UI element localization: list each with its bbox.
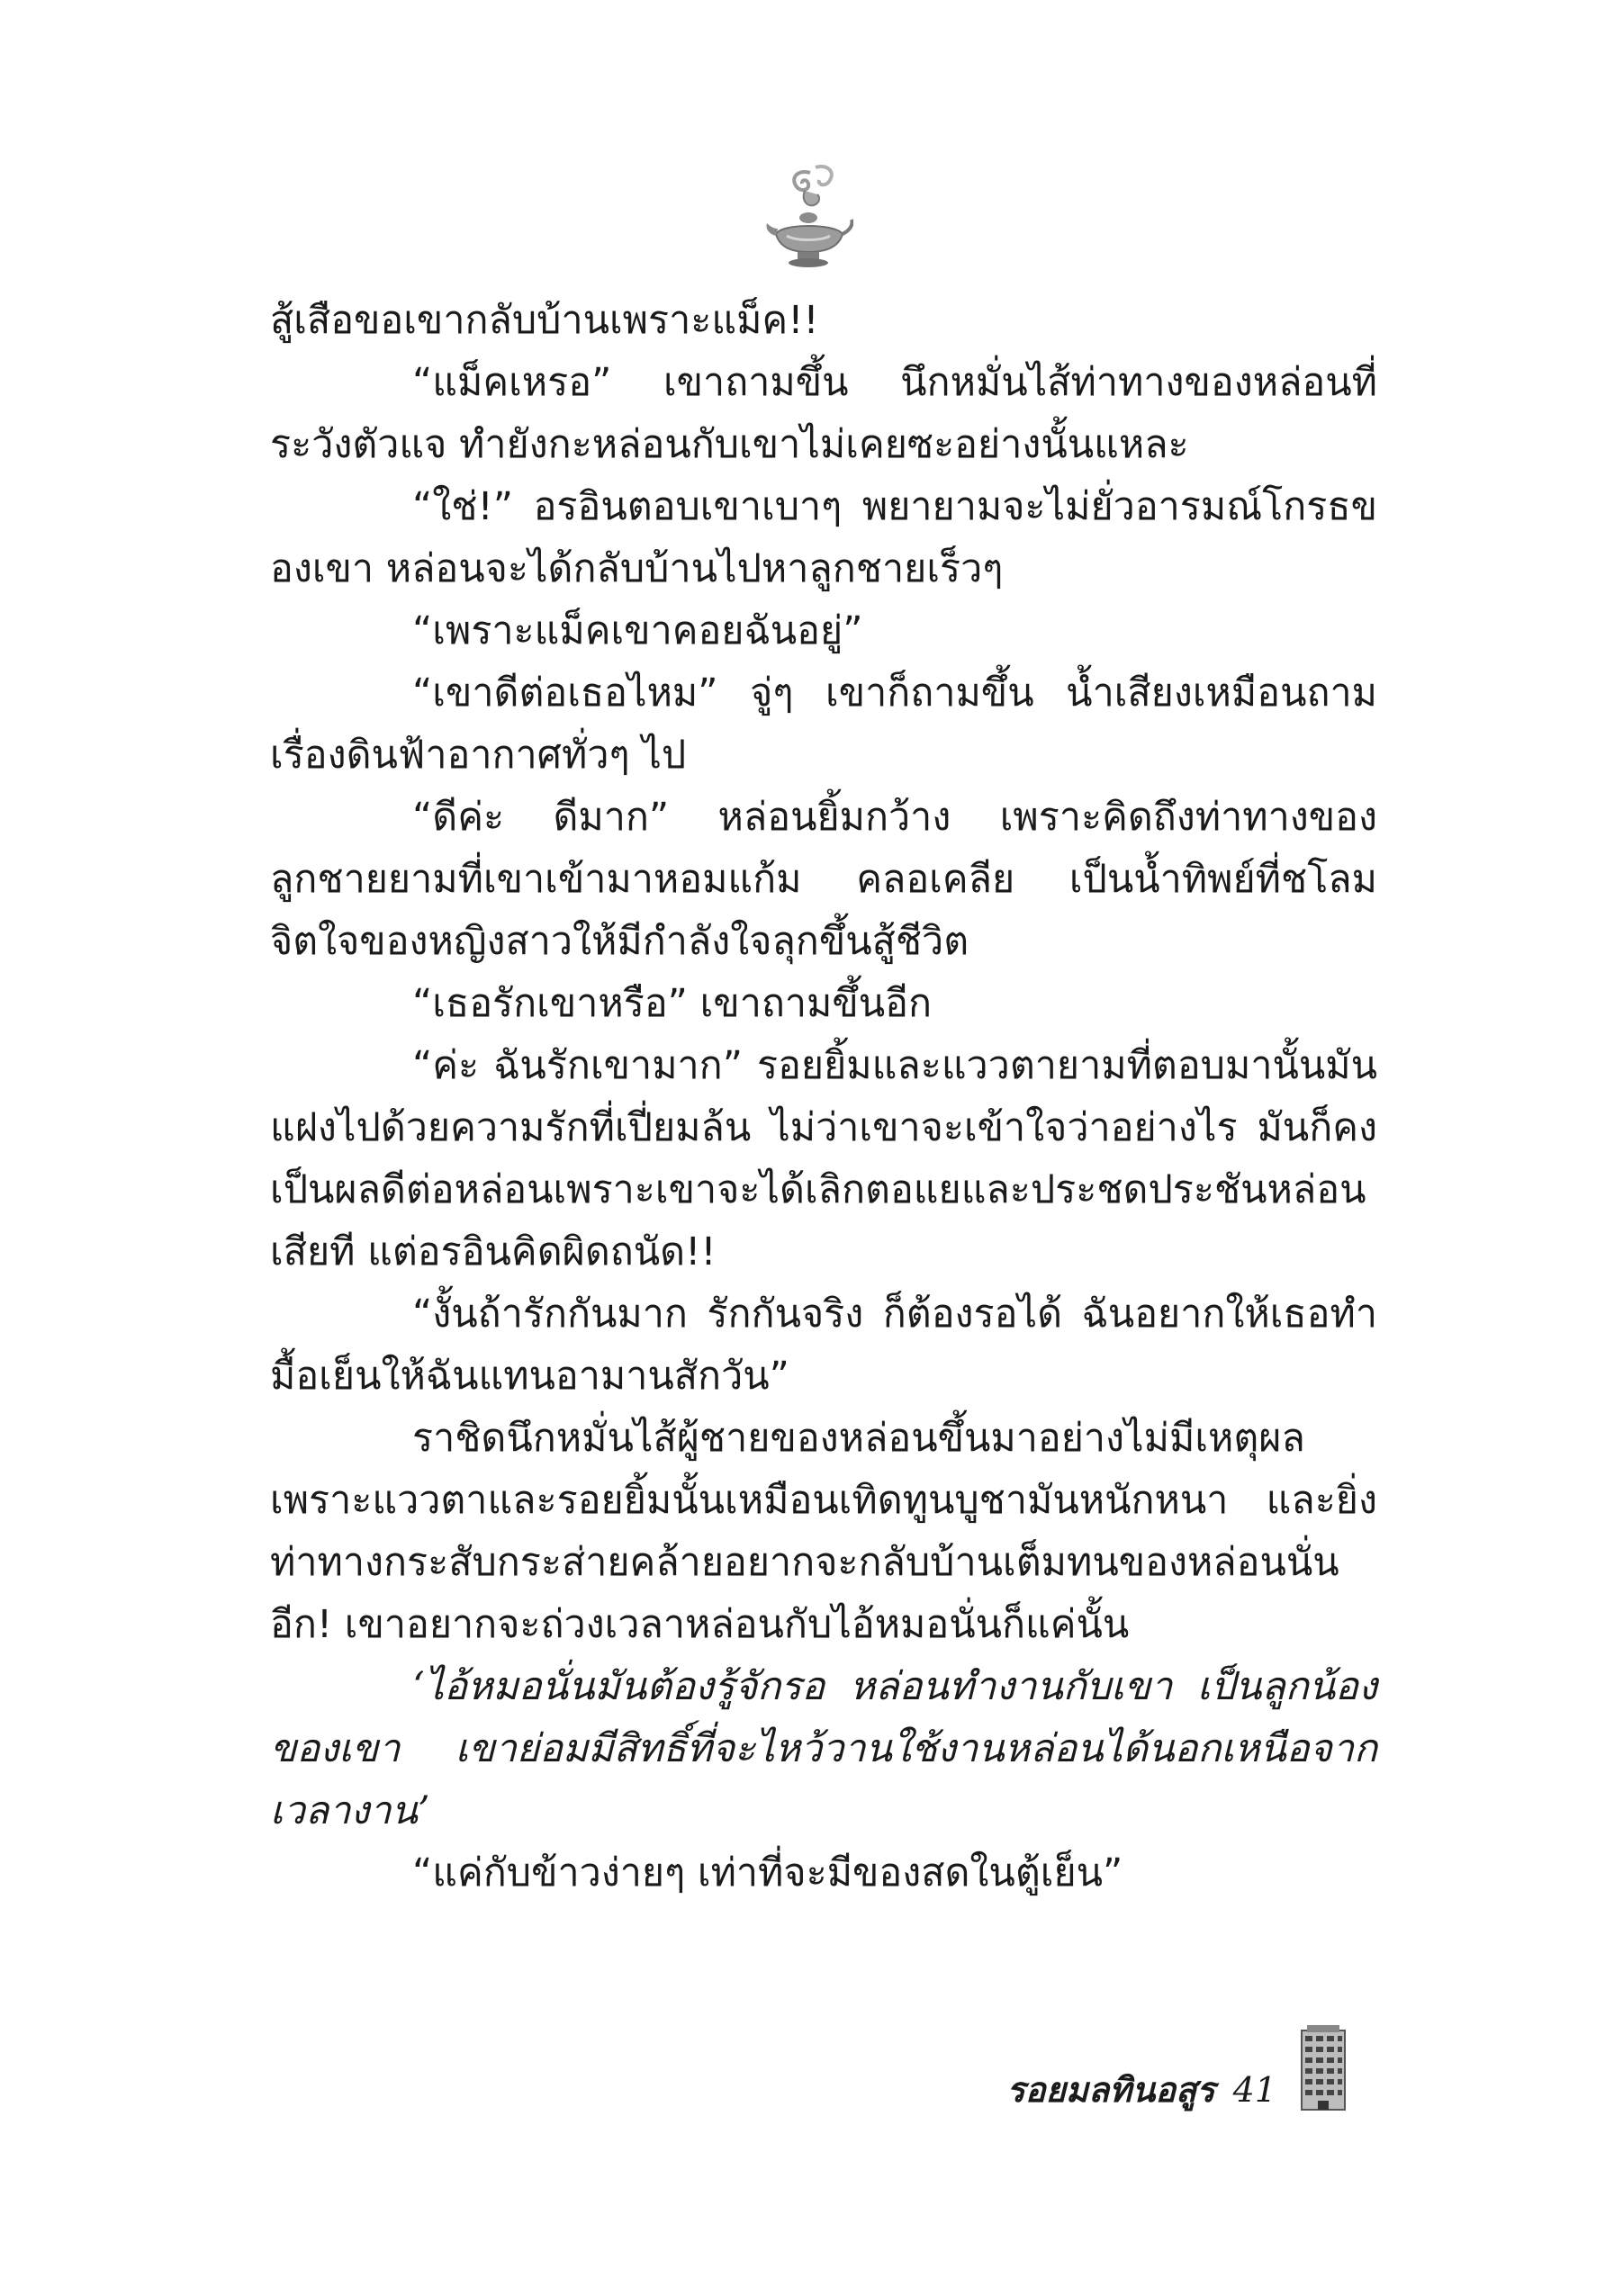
paragraph: “แม็คเหรอ” เขาถามขึ้น นึกหมั่นไส้ท่าทางของหล่อนที่ระวังตัวแจ ทำยังกะหล่อนกับเขาไม่เคยซะอย่างนั้นแหละ — [270, 360, 1377, 467]
paragraph: “เขาดีต่อเธอไหม” จู่ๆ เขาก็ถามขึ้น น้ำเสียงเหมือนถามเรื่องดินฟ้าอากาศทั่วๆ ไป — [270, 671, 1377, 778]
page-footer — [1006, 2025, 1348, 2111]
running-title: รอยมลทินอสูร — [1006, 2069, 1215, 2110]
body-text — [270, 290, 1377, 1904]
paragraph: ‘ไอ้หมอนั่นมันต้องรู้จักรอ หล่อนทำงานกับเขา เป็นลูกน้องของเขา เขาย่อมมีสิทธิ์ที่จะไหว้วานใช้งานหล่อนได้นอกเหนือจากเวลางาน’ — [270, 1664, 1377, 1833]
paragraph: “ค่ะ ฉันรักเขามาก” รอยยิ้มและแววตายามที่ตอบมานั้นมันแฝงไปด้วยความรักที่เปี่ยมล้น ไม่ว่าเขาจะเข้าใจว่าอย่างไร มันก็คงเป็นผลดีต่อหล่อนเพราะเขาจะได้เลิกตอแยและประชดประชันหล่อนเสียที แต่อรอินคิดผิดถนัด!! — [270, 1043, 1377, 1274]
paragraph: “ดีค่ะ ดีมาก” หล่อนยิ้มกว้าง เพราะคิดถึงท่าทางของลูกชายยามที่เขาเข้ามาหอมแก้ม คลอเคลีย เป็นน้ำทิพย์ที่ชโลมจิตใจของหญิงสาวให้มีกำลังใจลุกขึ้นสู้ชีวิต — [270, 795, 1377, 964]
building-icon — [1298, 2025, 1348, 2111]
paragraph: “งั้นถ้ารักกันมาก รักกันจริง ก็ต้องรอได้ ฉันอยากให้เธอทำมื้อเย็นให้ฉันแทนอามานสักวัน” — [270, 1292, 1377, 1399]
paragraph: “เธอรักเขาหรือ” เขาถามขึ้นอีก — [412, 981, 933, 1026]
paragraph: “แค่กับข้าวง่ายๆ เท่าที่จะมีของสดในตู้เย็น” — [412, 1850, 1123, 1895]
paragraph: “ใช่!” อรอินตอบเขาเบาๆ พยายามจะไม่ยั่วอารมณ์โกรธของเขา หล่อนจะได้กลับบ้านไปหาลูกชายเร็วๆ — [270, 484, 1377, 591]
paragraph: สู้เสือขอเขากลับบ้านเพราะแม็ค!! — [270, 298, 819, 343]
page-number: 41 — [1232, 2070, 1276, 2110]
magic-lamp-icon — [763, 160, 853, 277]
paragraph: “เพราะแม็คเขาคอยฉันอยู่” — [412, 608, 863, 653]
paragraph: ราชิดนึกหมั่นไส้ผู้ชายของหล่อนขึ้นมาอย่างไม่มีเหตุผลเพราะแววตาและรอยยิ้มนั้นเหมือนเทิดทูนบูชามันหนักหนา และยิ่งท่าทางกระสับกระส่ายคล้ายอยากจะกลับบ้านเต็มทนของหล่อนนั่นอีก! เขาอยากจะถ่วงเวลาหล่อนกับไอ้หมอนั่นก็แค่นั้น — [270, 1416, 1377, 1647]
